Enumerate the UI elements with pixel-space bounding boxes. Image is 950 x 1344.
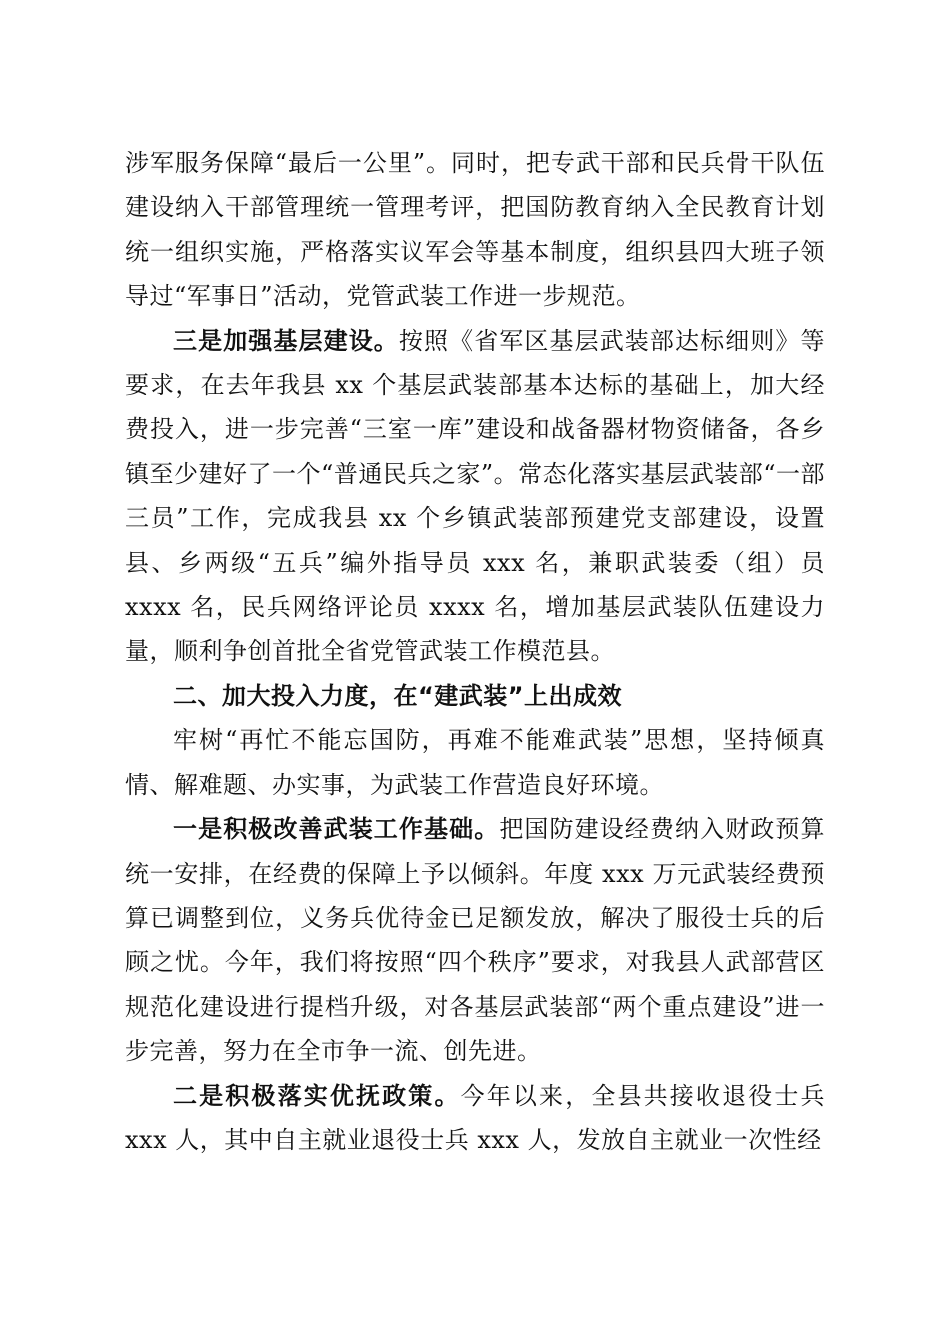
paragraph-text: 按照《省军区基层武装部达标细则》等要求，在去年我县 xx 个基层武装部基本达标的基础上，加大经费投入，进一步完善“三室一库”建设和战备器材物资储备，各乡镇至少建好了一个“普通民兵之家”。常态化落实基层武装部“一部三员”工作，完成我县 xx 个乡镇武装部预建党支部建设，设置县、乡两级“五兵”编外指导员 xxx 名，兼职武装委（组）员 xxxx 名，民兵网络评论员 xxxx 名，增加基层武装队伍建设力量，顺利争创首批全省党管武装工作模范县。 (125, 326, 826, 666)
paragraph-improve-foundation (125, 807, 825, 1073)
paragraph-text: 涉军服务保障“最后一公里”。同时，把专武干部和民兵骨干队伍建设纳入干部管理统一管理考评，把国防教育纳入全民教育计划统一组织实施，严格落实议军会等基本制度，组织县四大班子领导过“军事日”活动，党管武装工作进一步规范。 (125, 149, 825, 311)
paragraph-lead: 二是积极落实优抚政策。 (173, 1080, 461, 1110)
paragraph-grassroots-construction (125, 319, 825, 674)
paragraph-preferential-policies (125, 1074, 825, 1163)
paragraph-lead: 三是加强基层建设。 (173, 325, 399, 355)
section-heading-2: 二、加大投入力度，在“建武装”上出成效 (173, 681, 623, 710)
paragraph-text: 今年以来，全县共接收退役士兵 xxx 人，其中自主就业退役士兵 xxx 人，发放自主就业一次性经 (125, 1081, 826, 1154)
paragraph-continuation (125, 141, 825, 319)
paragraph-section-intro (125, 718, 825, 807)
paragraph-lead: 一是积极改善武装工作基础。 (173, 814, 500, 844)
paragraph-text: 牢树“再忙不能忘国防，再难不能难武装”思想，坚持倾真情、解难题、办实事，为武装工作营造良好环境。 (125, 726, 825, 799)
paragraph-text: 把国防建设经费纳入财政预算统一安排，在经费的保障上予以倾斜。年度 xxx 万元武装经费预算已调整到位，义务兵优待金已足额发放，解决了服役士兵的后顾之忧。今年，我们将按照“四个秩序”要求，对我县人武部营区规范化建设进行提档升级，对各基层武装部“两个重点建设”进一步完善，努力在全市争一流、创先进。 (125, 815, 826, 1066)
